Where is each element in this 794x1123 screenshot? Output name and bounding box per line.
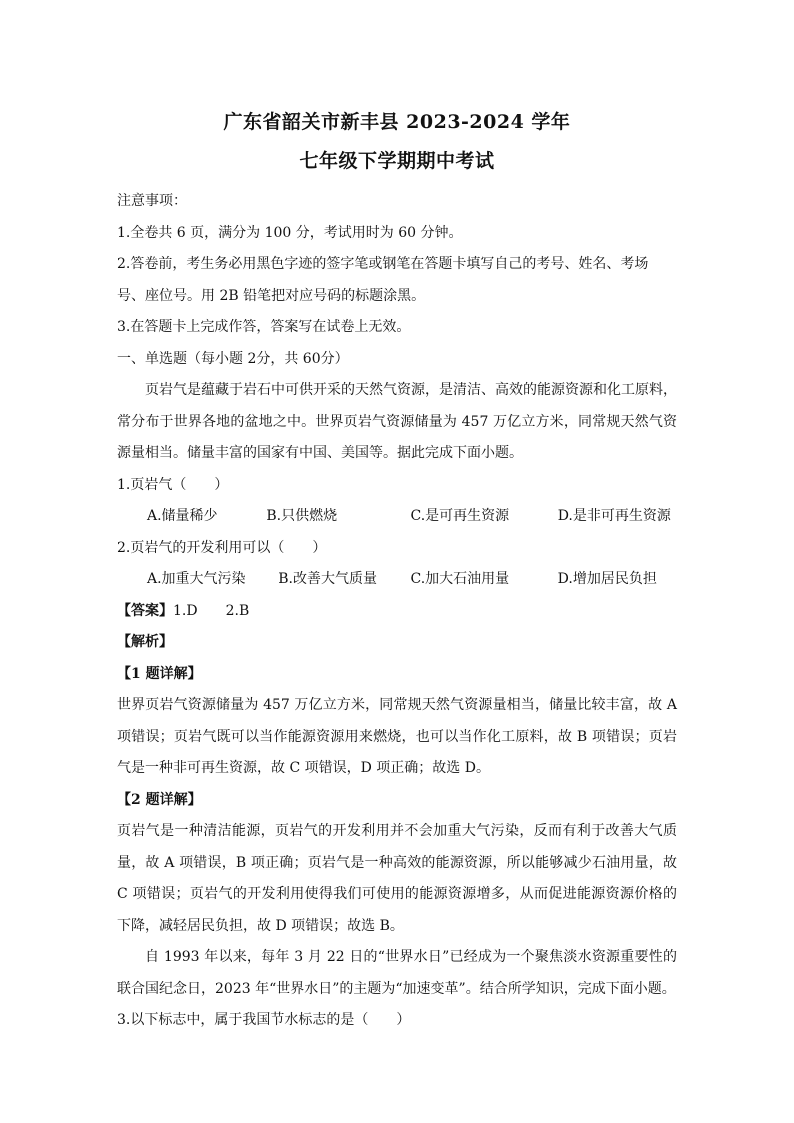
- answer-1: 1.D: [173, 602, 198, 619]
- question-3-stem: 3.以下标志中，属于我国节水标志的是（ ）: [117, 1012, 411, 1028]
- exam-title-line2: 七年级下学期期中考试: [299, 150, 495, 172]
- notice-item-3: 3.在答题卡上完成作答，答案写在试卷上无效。: [117, 319, 411, 335]
- detail-2-label: 【2 题详解】: [117, 791, 202, 808]
- section-heading: 一、单选题（每小题 2分，共 60分）: [117, 350, 349, 367]
- q2-option-d: D.增加居民负担: [557, 571, 657, 587]
- analysis-label: 【解析】: [117, 634, 173, 650]
- notice-item-1: 1.全卷共 6 页，满分为 100 分，考试用时为 60 分钟。: [117, 224, 463, 241]
- exam-title-line1: 广东省韶关市新丰县 2023-2024 学年: [223, 111, 571, 133]
- detail-1-text: 世界页岩气资源储量为 457 万亿立方米，同常规天然气资源量相当，储量比较丰富，故 A 项错误；页岩气既可以当作能源资源用来燃烧，也可以当作化工原料，故 B 项错误；页岩气是一种非可再生资源，故 C 项错误，D 项正确；故选 D。: [117, 697, 677, 776]
- notice-heading: 注意事项：: [117, 193, 187, 209]
- question-1-options: [117, 501, 677, 533]
- passage-1: 页岩气是蕴藏于岩石中可供开采的天然气资源，是清洁、高效的能源资源和化工原料，常分布于世界各地的盆地之中。世界页岩气资源储量为 457 万亿立方米，同常规天然气资源量相当。储量丰富的国家有中国、美国等。据此完成下面小题。: [117, 382, 677, 461]
- q2-option-a: A.加重大气污染: [147, 571, 246, 587]
- answer-line: [117, 596, 677, 628]
- question-2-stem: 2.页岩气的开发利用可以（ ）: [117, 539, 327, 556]
- notice-item-2b: 号、座位号。用 2B 铅笔把对应号码的标题涂黑。: [117, 287, 426, 304]
- q2-option-b: B.改善大气质量: [278, 571, 377, 587]
- q1-option-c: C.是可再生资源: [410, 508, 510, 524]
- detail-1-label: 【1 题详解】: [117, 665, 202, 682]
- answer-label: 【答案】: [117, 602, 173, 619]
- answer-2: 2.B: [225, 602, 250, 619]
- detail-2-text: 页岩气是一种清洁能源，页岩气的开发利用并不会加重大气污染，反而有利于改善大气质量，故 A 项错误，B 项正确；页岩气是一种高效的能源资源，所以能够减少石油用量，故 C 项错误；页岩气的开发利用使得我们可使用的能源资源增多，从而促进能源资源价格的下降，减轻居民负担，故 D 项错误；故选 B。: [117, 823, 677, 934]
- notice-item-2a: 2.答卷前，考生务必用黑色字迹的签字笔或钢笔在答题卡填写自己的考号、姓名、考场: [117, 256, 649, 272]
- q1-option-b: B.只供燃烧: [266, 508, 338, 524]
- question-2-options: [117, 564, 677, 596]
- passage-2: 自 1993 年以来，每年 3 月 22 日的“世界水日”已经成为一个聚焦淡水资源重要性的联合国纪念日，2023 年“世界水日”的主题为“加速变革”。结合所学知识，完成下面小题。: [117, 949, 677, 997]
- exam-content: [117, 186, 677, 1037]
- q1-option-d: D.是非可再生资源: [557, 508, 671, 524]
- question-1-stem: 1.页岩气（ ）: [117, 476, 229, 493]
- q1-option-a: A.储量稀少: [147, 508, 218, 524]
- q2-option-c: C.加大石油用量: [410, 571, 510, 587]
